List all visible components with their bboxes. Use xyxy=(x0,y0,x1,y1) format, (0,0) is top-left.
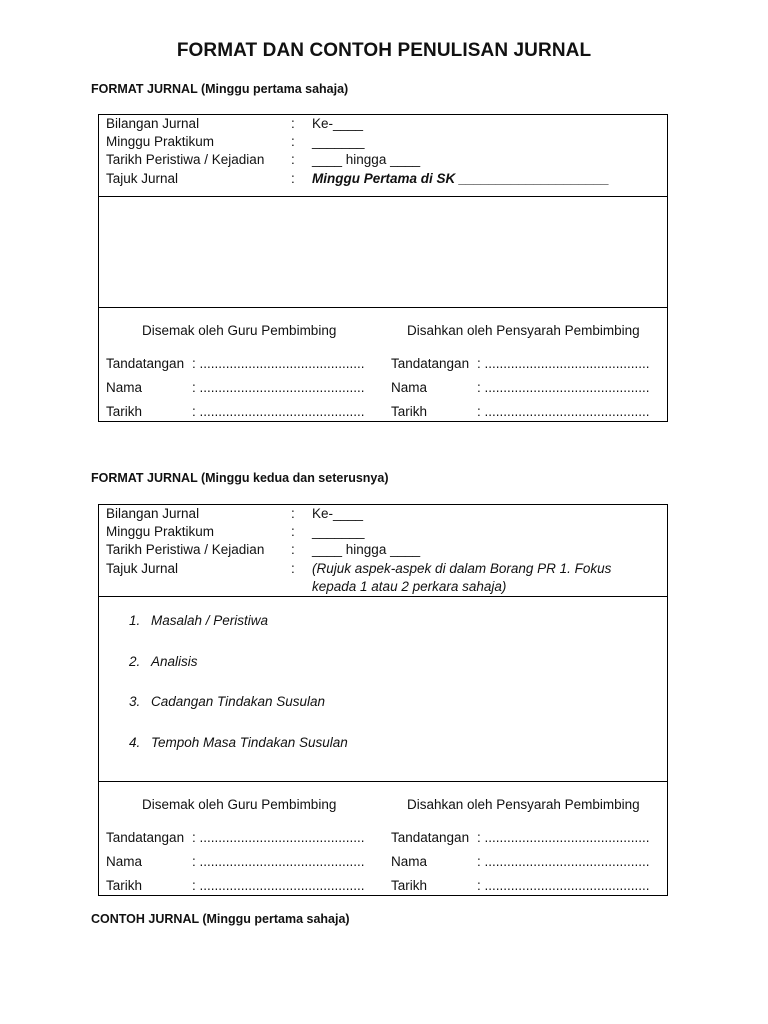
sig-label: Nama xyxy=(391,380,428,395)
sig-dots: : ............................................ xyxy=(192,830,365,845)
journal-header xyxy=(99,505,667,597)
sig-label: Nama xyxy=(106,380,143,395)
sig-dots: : ............................................ xyxy=(477,404,650,419)
field-colon: : xyxy=(291,542,295,557)
journal-format-box-1 xyxy=(98,114,668,422)
signature-block xyxy=(99,308,667,421)
list-text: Analisis xyxy=(151,654,198,669)
field-value: ____ hingga ____ xyxy=(312,542,421,557)
field-value: _______ xyxy=(312,134,365,149)
signature-block xyxy=(99,782,667,895)
field-label: Minggu Praktikum xyxy=(106,524,215,539)
journal-header xyxy=(99,115,667,197)
list-number: 1. xyxy=(129,613,141,628)
field-label: Minggu Praktikum xyxy=(106,134,215,149)
field-label: Tarikh Peristiwa / Kejadian xyxy=(106,542,265,557)
sig-label: Tandatangan xyxy=(391,356,470,371)
field-label: Tajuk Jurnal xyxy=(106,171,179,186)
sig-label: Tandatangan xyxy=(391,830,470,845)
list-number: 2. xyxy=(129,654,141,669)
list-item xyxy=(129,694,325,709)
list-text: Masalah / Peristiwa xyxy=(151,613,269,628)
sig-dots: : ............................................ xyxy=(192,380,365,395)
field-colon: : xyxy=(291,171,295,186)
sig-label: Tarikh xyxy=(106,878,143,893)
field-value: ____ hingga ____ xyxy=(312,152,421,167)
list-number: 4. xyxy=(129,735,141,750)
sig-dots: : ............................................ xyxy=(192,356,365,371)
field-value: Minggu Pertama di SK ____________________ xyxy=(312,171,610,186)
right-signature-heading: Disahkan oleh Pensyarah Pembimbing xyxy=(407,323,640,338)
list-text: Tempoh Masa Tindakan Susulan xyxy=(151,735,348,750)
field-label: Bilangan Jurnal xyxy=(106,116,200,131)
left-signature-heading: Disemak oleh Guru Pembimbing xyxy=(142,797,337,812)
field-colon: : xyxy=(291,152,295,167)
journal-format-box-2 xyxy=(98,504,668,896)
list-item xyxy=(129,735,348,750)
sig-dots: : ............................................ xyxy=(477,380,650,395)
journal-body-list xyxy=(99,597,667,782)
list-item xyxy=(129,654,198,669)
field-value: Ke-____ xyxy=(312,506,364,521)
field-label: Tajuk Jurnal xyxy=(106,561,179,576)
field-value: _______ xyxy=(312,524,365,539)
sig-label: Tarikh xyxy=(391,404,428,419)
list-item xyxy=(129,613,268,628)
right-signature-heading: Disahkan oleh Pensyarah Pembimbing xyxy=(407,797,640,812)
field-value: Ke-____ xyxy=(312,116,364,131)
sig-dots: : ............................................ xyxy=(192,854,365,869)
sig-label: Tandatangan xyxy=(106,830,185,845)
sig-dots: : ............................................ xyxy=(477,878,650,893)
list-text: Cadangan Tindakan Susulan xyxy=(151,694,326,709)
sig-dots: : ............................................ xyxy=(192,404,365,419)
sig-label: Tarikh xyxy=(391,878,428,893)
sig-dots: : ............................................ xyxy=(477,830,650,845)
sig-label: Nama xyxy=(391,854,428,869)
sig-label: Tandatangan xyxy=(106,356,185,371)
field-colon: : xyxy=(291,134,295,149)
page-title: FORMAT DAN CONTOH PENULISAN JURNAL xyxy=(176,40,592,61)
sig-label: Nama xyxy=(106,854,143,869)
sig-dots: : ............................................ xyxy=(477,854,650,869)
field-label: Tarikh Peristiwa / Kejadian xyxy=(106,152,265,167)
journal-body-blank xyxy=(99,197,667,308)
sig-label: Tarikh xyxy=(106,404,143,419)
list-number: 3. xyxy=(129,694,141,709)
section-heading-contoh: CONTOH JURNAL (Minggu pertama sahaja) xyxy=(91,912,350,926)
left-signature-heading: Disemak oleh Guru Pembimbing xyxy=(142,323,337,338)
field-label: Bilangan Jurnal xyxy=(106,506,200,521)
sig-dots: : ............................................ xyxy=(477,356,650,371)
section-heading-format-1: FORMAT JURNAL (Minggu pertama sahaja) xyxy=(91,82,349,96)
field-colon: : xyxy=(291,524,295,539)
field-value: (Rujuk aspek-aspek di dalam Borang PR 1. Fokus kepada 1 atau 2 perkara sahaja) xyxy=(312,561,612,594)
field-colon: : xyxy=(291,506,295,521)
field-colon: : xyxy=(291,561,295,576)
sig-dots: : ............................................ xyxy=(192,878,365,893)
field-colon: : xyxy=(291,116,295,131)
section-heading-format-2: FORMAT JURNAL (Minggu kedua dan seterusnya) xyxy=(91,471,389,485)
